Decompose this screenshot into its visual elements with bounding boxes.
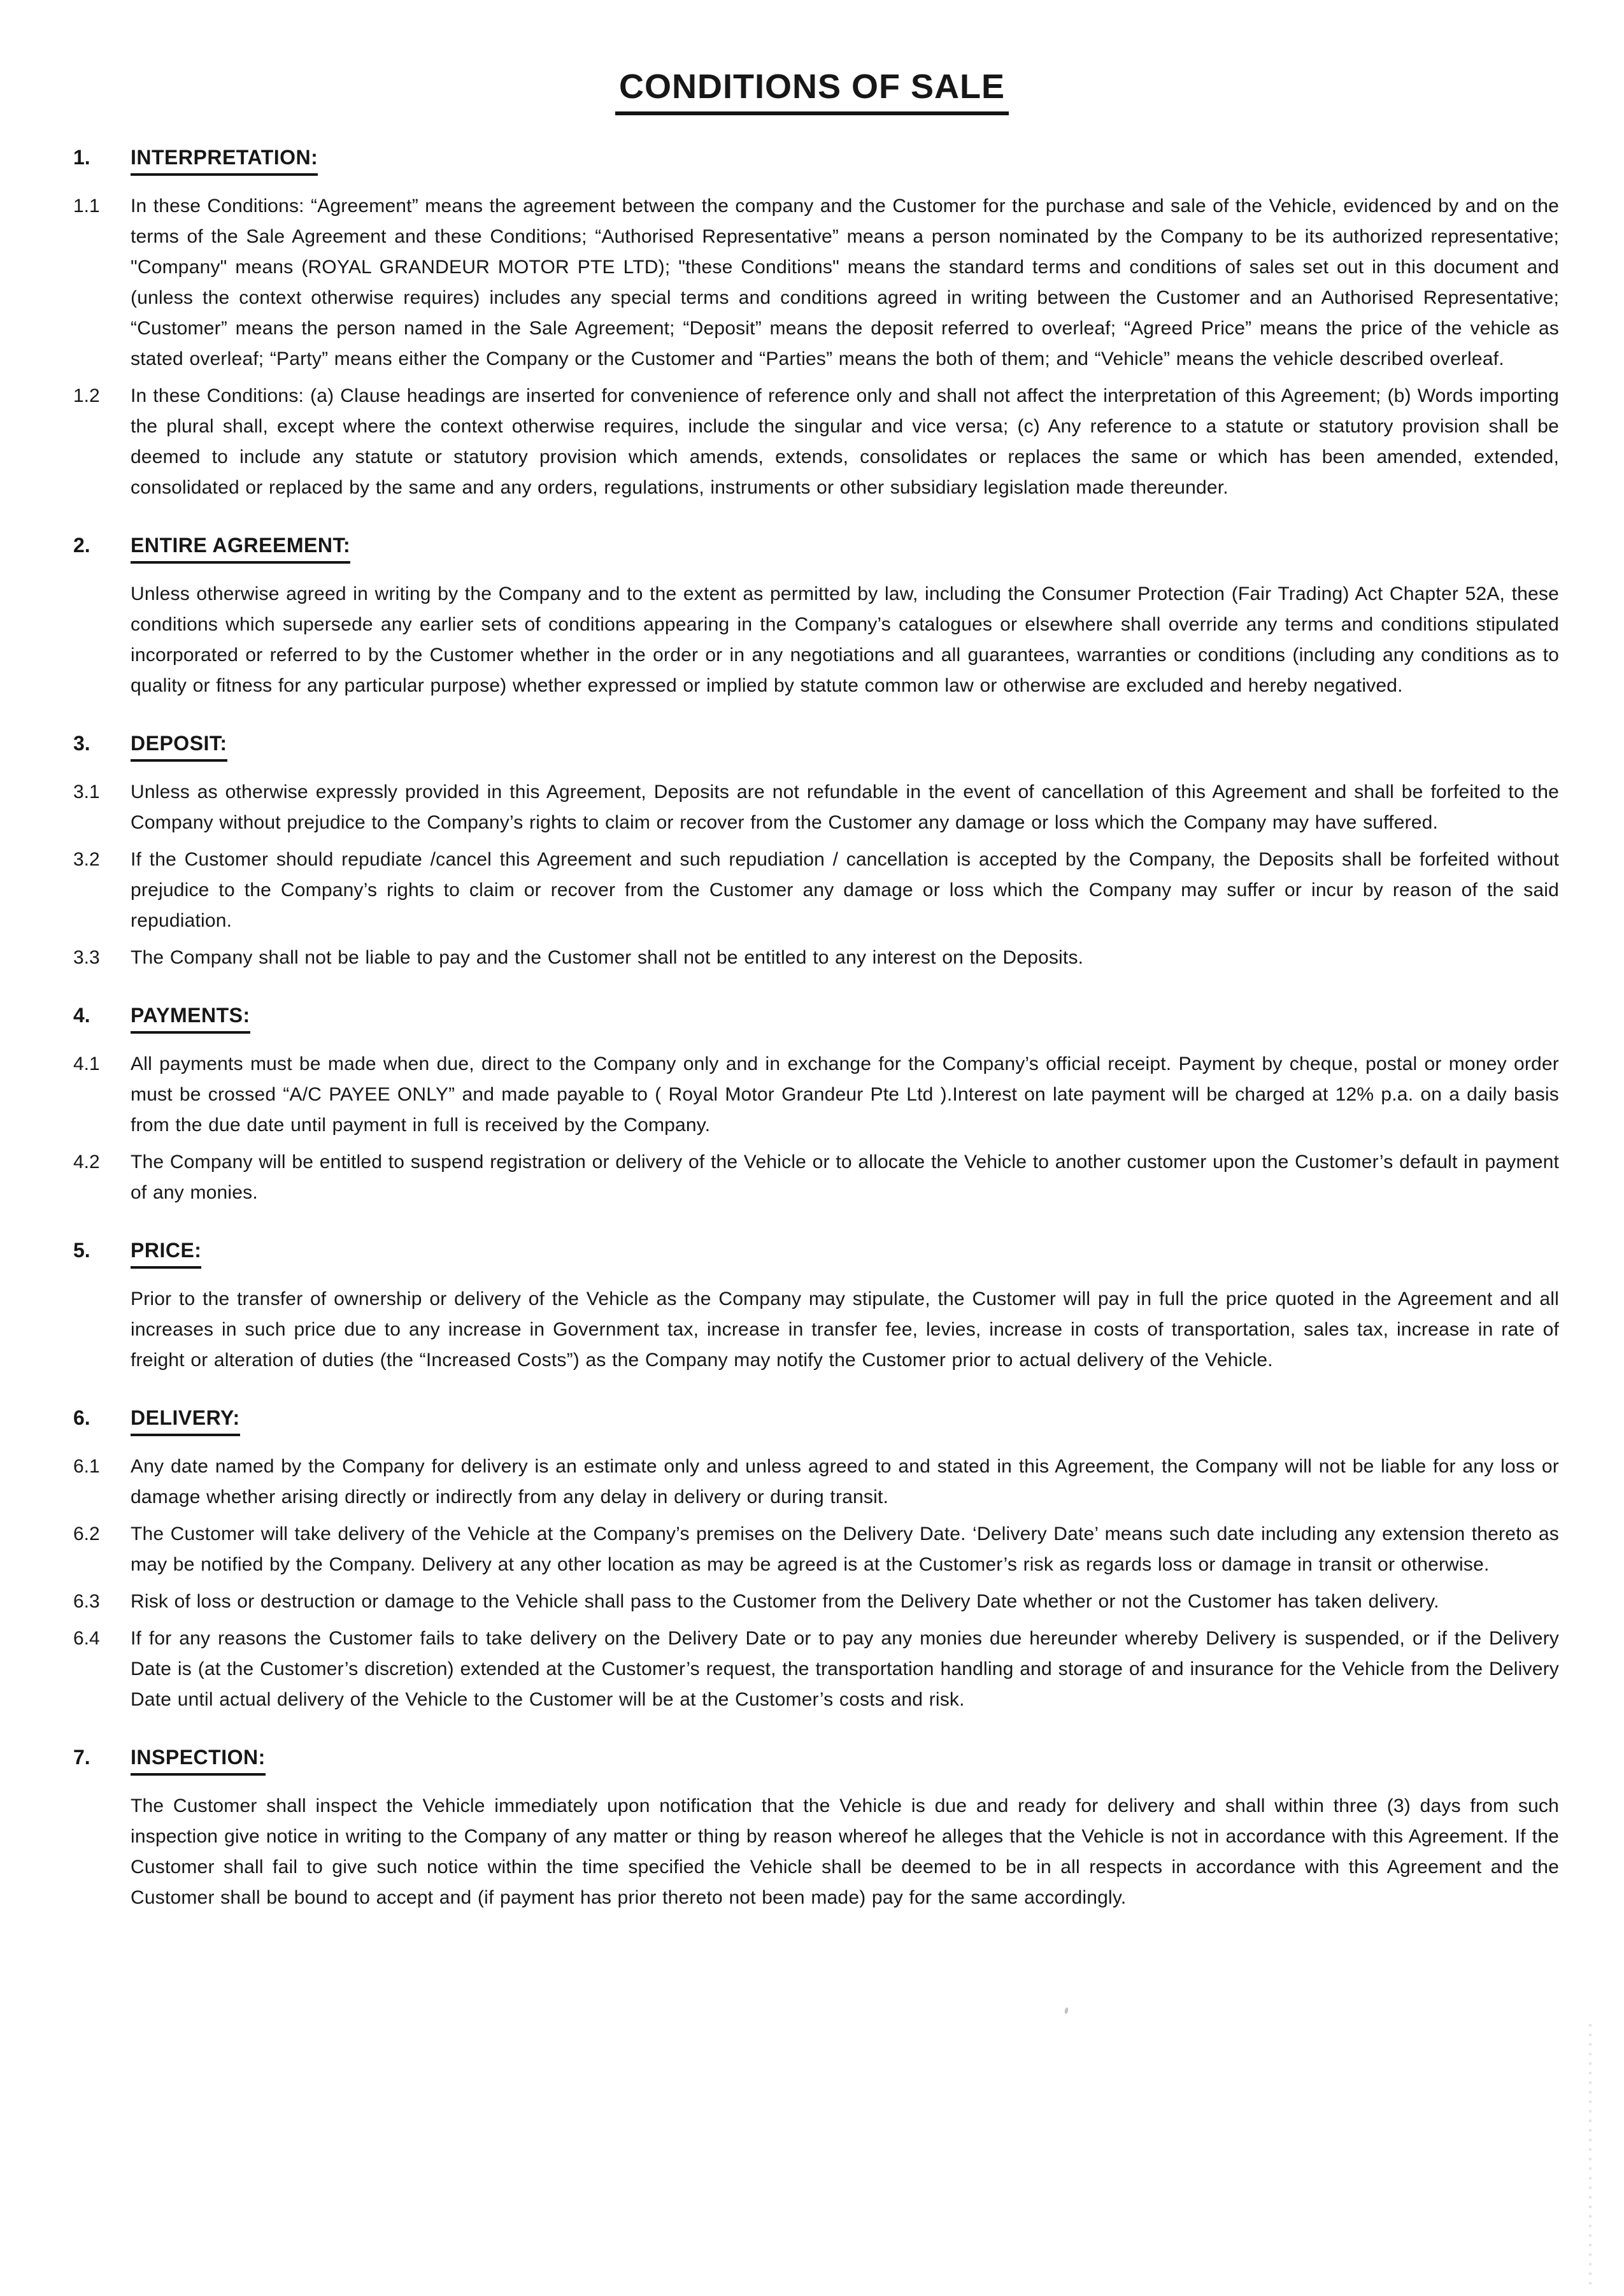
scan-noise-right-edge — [1589, 2024, 1592, 2288]
section-number: 3. — [73, 732, 90, 755]
section-heading: ENTIRE AGREEMENT: — [131, 532, 350, 564]
clause-4-2 — [73, 1147, 1559, 1208]
clause-1-1 — [73, 191, 1559, 374]
scan-artifact-mark — [1064, 2007, 1069, 2014]
clause-text: The Customer will take delivery of the Vehicle at the Company’s premises on the Delivery Date. ‘Delivery Date’ means such date including any extension thereto as may be notified by the Company. Delivery at any other location as may be agreed is at the Customer’s risk as regards loss or damage in transit or otherwise. — [131, 1523, 1559, 1575]
section-interpretation — [0, 145, 1624, 503]
clause-number: 6.3 — [73, 1591, 100, 1612]
clause-number: 4.2 — [73, 1152, 100, 1173]
section-number: 4. — [73, 1004, 90, 1027]
section-number: 2. — [73, 534, 90, 557]
section-heading-row — [73, 1002, 1559, 1034]
clause-text: In these Conditions: (a) Clause headings are inserted for convenience of reference only and shall not affect the interpretation of this Agreement; (b) Words importing the plural shall, except where the context otherwise requires, include the singular and vice versa; (c) Any reference to a statute or statutory provision shall be deemed to include any statute or statutory provision which amends, extends, consolidates or replaces the same or which has been amended, extended, consolidated or replaced by the same and any orders, regulations, instruments or other subsidiary legislation made thereunder. — [131, 385, 1559, 498]
clause-3-2 — [73, 845, 1559, 936]
section-heading-row — [73, 532, 1559, 564]
clause-5-body — [73, 1284, 1559, 1376]
section-payments — [0, 1002, 1624, 1208]
clause-text: The Customer shall inspect the Vehicle immediately upon notification that the Vehicle is due and ready for delivery and shall within three (3) days from such inspection give notice in writing to the Company of any matter or thing by reason whereof he alleges that the Vehicle is not in accordance with this Agreement. If the Customer shall fail to give such notice within the time specified the Vehicle shall be deemed to be in all respects in accordance with this Agreement and the Customer shall be bound to accept and (if payment has prior thereto not been made) pay for the same accordingly. — [131, 1795, 1559, 1908]
section-number: 7. — [73, 1746, 90, 1769]
clause-number: 1.2 — [73, 385, 100, 406]
clause-6-4 — [73, 1623, 1559, 1715]
clause-text: Unless as otherwise expressly provided in this Agreement, Deposits are not refundable in the event of cancellation of this Agreement and shall be forfeited to the Company without prejudice to the Company’s rights to claim or recover from the Customer any damage or loss which the Company may have suffered. — [131, 781, 1559, 833]
clause-text: If the Customer should repudiate /cancel this Agreement and such repudiation / cancellation is accepted by the Company, the Deposits shall be forfeited without prejudice to the Company’s rights to claim or recover from the Customer any damage or loss which the Company may suffer or incur by reason of the said repudiation. — [131, 849, 1559, 931]
clause-2-body — [73, 579, 1559, 701]
section-heading: DELIVERY: — [131, 1405, 240, 1436]
section-number: 5. — [73, 1239, 90, 1262]
clause-number: 3.2 — [73, 849, 100, 870]
clause-1-2 — [73, 381, 1559, 503]
section-number: 1. — [73, 146, 90, 169]
clause-text: Any date named by the Company for delivery is an estimate only and unless agreed to and stated in this Agreement, the Company will not be liable for any loss or damage whether arising directly or indirectly from any delay in delivery or during transit. — [131, 1456, 1559, 1508]
section-price — [0, 1237, 1624, 1376]
clause-number: 6.1 — [73, 1456, 100, 1477]
clause-text: The Company shall not be liable to pay and the Customer shall not be entitled to any interest on the Deposits. — [131, 947, 1084, 968]
page-title — [0, 66, 1624, 115]
clause-3-3 — [73, 943, 1559, 973]
clause-number: 3.3 — [73, 947, 100, 968]
section-delivery — [0, 1405, 1624, 1715]
section-heading: PAYMENTS: — [131, 1002, 250, 1034]
clause-text: Risk of loss or destruction or damage to the Vehicle shall pass to the Customer from the Delivery Date whether or not the Customer has taken delivery. — [131, 1591, 1439, 1612]
section-heading: INTERPRETATION: — [131, 145, 318, 176]
clause-number: 4.1 — [73, 1053, 100, 1074]
clause-number: 6.4 — [73, 1628, 100, 1649]
clause-7-body — [73, 1791, 1559, 1913]
clause-4-1 — [73, 1049, 1559, 1141]
clause-6-1 — [73, 1451, 1559, 1513]
clause-number: 1.1 — [73, 196, 100, 217]
section-heading-row — [73, 1405, 1559, 1436]
clause-6-3 — [73, 1587, 1559, 1617]
clause-text: The Company will be entitled to suspend registration or delivery of the Vehicle or to allocate the Vehicle to another customer upon the Customer’s default in payment of any monies. — [131, 1152, 1559, 1203]
section-heading-row — [73, 1237, 1559, 1269]
clause-text: If for any reasons the Customer fails to take delivery on the Delivery Date or to pay any monies due hereunder whereby Delivery is suspended, or if the Delivery Date is (at the Customer’s discretion) extended at the Customer’s request, the transportation handling and storage of and insurance for the Vehicle from the Delivery Date until actual delivery of the Vehicle to the Customer will be at the Customer’s costs and risk. — [131, 1628, 1559, 1710]
page-title-text: CONDITIONS OF SALE — [615, 66, 1009, 115]
section-heading: DEPOSIT: — [131, 731, 227, 762]
section-heading-row — [73, 1744, 1559, 1776]
clause-3-1 — [73, 777, 1559, 838]
section-heading-row — [73, 145, 1559, 176]
clause-number: 6.2 — [73, 1523, 100, 1544]
clause-text: Unless otherwise agreed in writing by the Company and to the extent as permitted by law, including the Consumer Protection (Fair Trading) Act Chapter 52A, these conditions which supersede any earlier sets of conditions appearing in the Company’s catalogues or elsewhere shall override any terms and conditions stipulated incorporated or referred to by the Customer whether in the order or in any negotiations and all guarantees, warranties or conditions (including any conditions as to quality or fitness for any particular purpose) whether expressed or implied by statute common law or otherwise are excluded and hereby negatived. — [131, 583, 1559, 696]
clause-number: 3.1 — [73, 781, 100, 802]
clause-text: Prior to the transfer of ownership or delivery of the Vehicle as the Company may stipulate, the Customer will pay in full the price quoted in the Agreement and all increases in such price due to any increase in Government tax, increase in transfer fee, levies, increase in costs of transportation, sales tax, increase in rate of freight or alteration of duties (the “Increased Costs”) as the Company may notify the Customer prior to actual delivery of the Vehicle. — [131, 1288, 1559, 1371]
section-entire-agreement — [0, 532, 1624, 701]
clause-text: In these Conditions: “Agreement” means the agreement between the company and the Customer for the purchase and sale of the Vehicle, evidenced by and on the terms of the Sale Agreement and these Conditions; “Authorised Representative” means a person nominated by the Company to be its authorized representative; "Company" means (ROYAL GRANDEUR MOTOR PTE LTD); "these Conditions" means the standard terms and conditions of sales set out in this document and (unless the context otherwise requires) includes any special terms and conditions agreed in writing between the Customer and an Authorised Representative; “Customer” means the person named in the Sale Agreement; “Deposit” means the deposit referred to overleaf; “Agreed Price” means the price of the vehicle as stated overleaf; “Party” means either the Company or the Customer and “Parties” means the both of them; and “Vehicle” means the vehicle described overleaf. — [131, 196, 1559, 369]
section-heading: INSPECTION: — [131, 1744, 266, 1776]
clause-text: All payments must be made when due, direct to the Company only and in exchange for the Company’s official receipt. Payment by cheque, postal or money order must be crossed “A/C PAYEE ONLY” and made payable to ( Royal Motor Grandeur Pte Ltd ).Interest on late payment will be charged at 12% p.a. on a daily basis from the due date until payment in full is received by the Company. — [131, 1053, 1559, 1136]
section-heading-row — [73, 731, 1559, 762]
section-heading: PRICE: — [131, 1237, 201, 1269]
section-deposit — [0, 731, 1624, 973]
clause-6-2 — [73, 1519, 1559, 1580]
section-inspection — [0, 1744, 1624, 1913]
section-number: 6. — [73, 1406, 90, 1429]
